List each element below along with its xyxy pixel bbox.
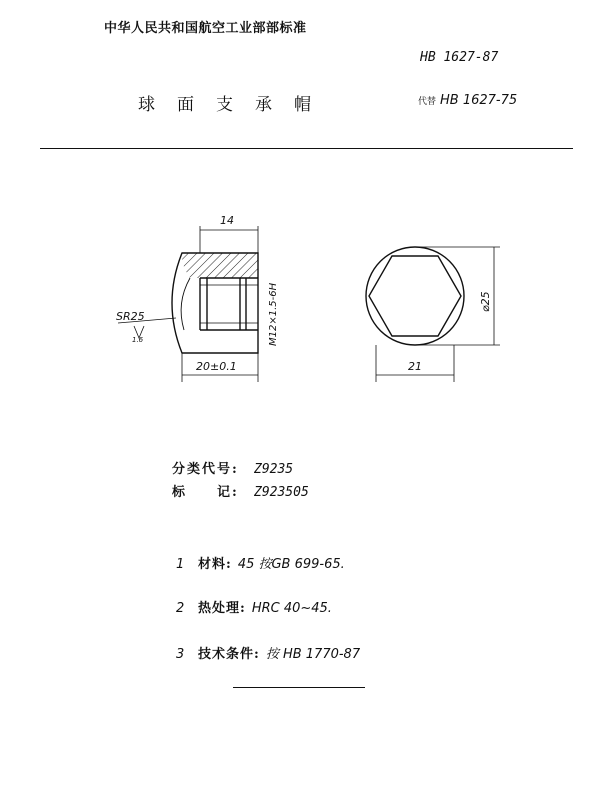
note-label: 热处理: bbox=[198, 601, 246, 616]
note-label: 技术条件: bbox=[198, 647, 260, 662]
classification-code-label: 分类代号: bbox=[172, 462, 239, 477]
replaces-label: 代替 bbox=[418, 97, 437, 107]
standard-number: HB 1627-87 bbox=[420, 50, 499, 65]
classification-code-value: Z9235 bbox=[254, 462, 294, 477]
note-value: HRC 40~45. bbox=[251, 601, 332, 616]
ministry-heading: 中华人民共和国航空工业部部标准 bbox=[104, 21, 307, 36]
marking-label: 标 记: bbox=[172, 485, 239, 500]
dim-width: 14 bbox=[220, 214, 234, 227]
dim-sphere: SR25 bbox=[116, 310, 145, 323]
classification-code-row bbox=[172, 458, 293, 477]
note-material bbox=[176, 553, 345, 572]
note-number: 2 bbox=[176, 601, 185, 616]
end-rule bbox=[233, 687, 365, 688]
note-number: 1 bbox=[176, 557, 185, 572]
dim-thread: M12×1.5-6H bbox=[268, 282, 279, 346]
dim-diameter: ⌀25 bbox=[479, 291, 492, 312]
note-number: 3 bbox=[176, 647, 185, 662]
dim-length: 20±0.1 bbox=[196, 360, 237, 373]
marking-value: Z923505 bbox=[254, 485, 309, 500]
note-value: 45 按GB 699-65. bbox=[237, 557, 345, 572]
note-label: 材料: bbox=[198, 557, 232, 572]
hexagon bbox=[369, 256, 461, 336]
document-title: 球面支承帽 bbox=[138, 95, 333, 115]
dim-hex: 21 bbox=[408, 360, 422, 373]
marking-code-row bbox=[172, 481, 309, 500]
replaces-number: HB 1627-75 bbox=[440, 93, 518, 108]
hatch-top bbox=[200, 253, 258, 278]
side-view bbox=[118, 226, 258, 382]
hatch-left bbox=[182, 253, 200, 278]
end-view bbox=[366, 247, 500, 382]
note-heat-treatment bbox=[176, 597, 332, 616]
dim-roughness: 1.6 bbox=[132, 336, 144, 344]
note-technical-conditions bbox=[176, 643, 360, 662]
end-view-circle bbox=[366, 247, 464, 345]
note-value: 按 HB 1770-87 bbox=[265, 647, 361, 662]
